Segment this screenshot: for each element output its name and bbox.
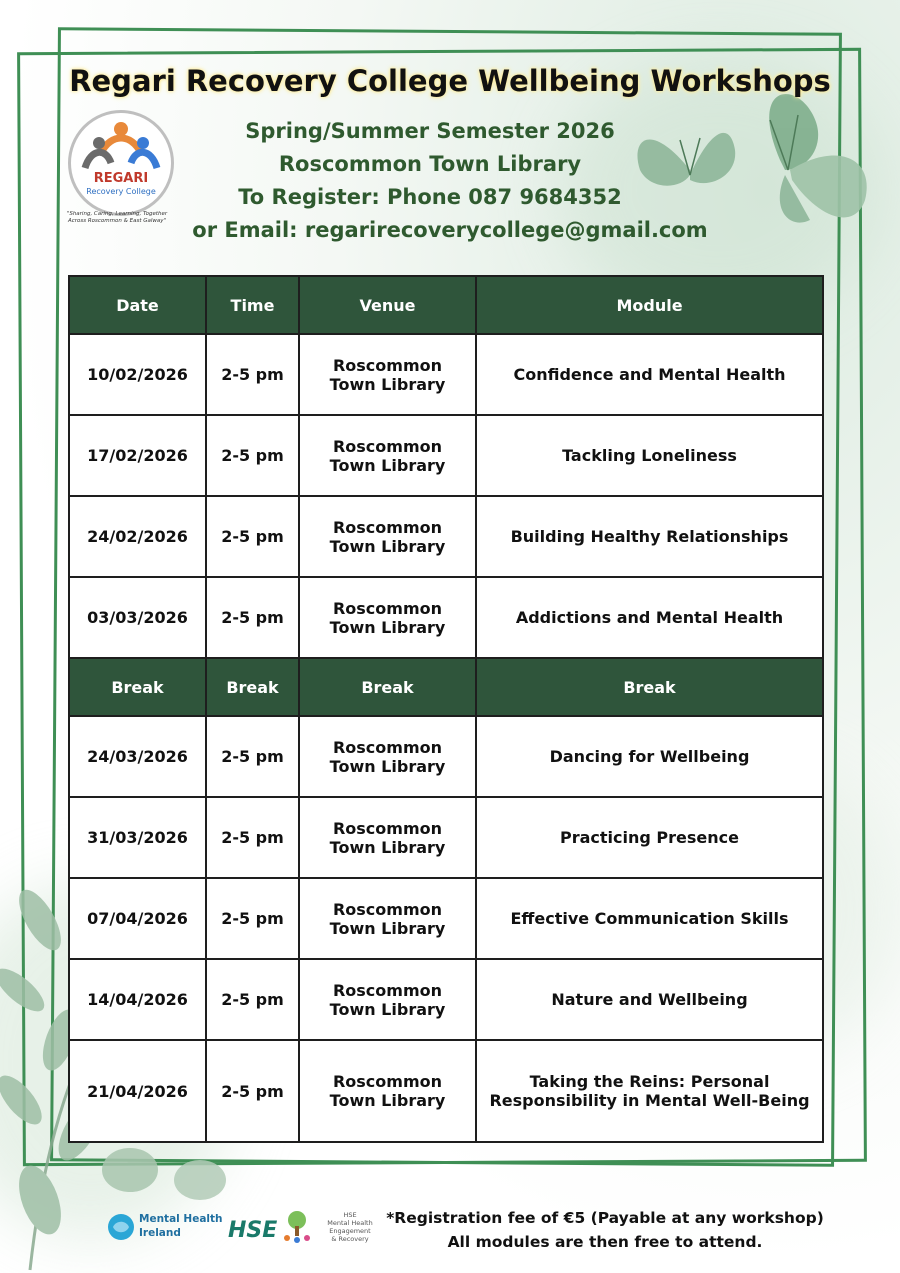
table-row (69, 797, 823, 878)
cell-venue (299, 878, 476, 959)
cell-venue (299, 797, 476, 878)
cell-time: 2-5 pm (206, 959, 299, 1040)
hse-mh-text-2: Mental Health (327, 1219, 373, 1227)
venue-line-2: Town Library (329, 617, 446, 637)
table-row (69, 959, 823, 1040)
mhi-swirl-icon (106, 1212, 136, 1242)
venue-line: Roscommon Town Library (278, 152, 582, 176)
table-row (69, 415, 823, 496)
cell-time: 2-5 pm (206, 797, 299, 878)
cell-date: 31/03/2026 (69, 797, 206, 878)
cell-time: 2-5 pm (206, 334, 299, 415)
table-row (69, 334, 823, 415)
venue-line-1: Roscommon (332, 737, 443, 757)
venue-line-1: Roscommon (332, 517, 443, 537)
venue-line-2: Town Library (329, 1091, 446, 1110)
venue-line-2: Town Library (329, 837, 446, 857)
header-venue: Venue (299, 276, 476, 334)
cell-date: 10/02/2026 (69, 334, 206, 415)
table-row (69, 577, 823, 658)
cell-venue (299, 1040, 476, 1142)
table-row (69, 496, 823, 577)
venue-line-1: Roscommon (332, 980, 443, 1000)
cell-venue (299, 716, 476, 797)
table-header-row (69, 276, 823, 334)
free-line: All modules are then free to attend. (447, 1233, 763, 1251)
cell-time: 2-5 pm (206, 496, 299, 577)
cell-date: 14/04/2026 (69, 959, 206, 1040)
break-cell: Break (69, 658, 206, 716)
module-line-2: Responsibility in Mental Well-Being (489, 1091, 810, 1110)
cell-time: 2-5 pm (206, 577, 299, 658)
page-title: Regari Recovery College Wellbeing Workshops (69, 64, 831, 98)
logo-tagline: "Sharing, Caring, Learning, Together Across Roscommon & East Galway" (66, 211, 168, 224)
cell-time: 2-5 pm (206, 1040, 299, 1142)
semester-line: Spring/Summer Semester 2026 (245, 119, 615, 143)
module-line-1: Taking the Reins: Personal (529, 1072, 770, 1091)
cell-date: 24/03/2026 (69, 716, 206, 797)
venue-line-2: Town Library (329, 918, 446, 938)
tree-people-icon (280, 1210, 314, 1248)
schedule-table (68, 275, 824, 1143)
cell-time: 2-5 pm (206, 878, 299, 959)
cell-venue (299, 415, 476, 496)
cell-date: 21/04/2026 (69, 1040, 206, 1142)
cell-date: 24/02/2026 (69, 496, 206, 577)
venue-line-1: Roscommon (332, 1072, 443, 1091)
cell-module: Nature and Wellbeing (476, 959, 823, 1040)
fee-line: *Registration fee of €5 (Payable at any workshop) (386, 1209, 824, 1227)
hse-mh-text-3: Engagement (329, 1227, 371, 1235)
cell-venue (299, 577, 476, 658)
break-row (69, 658, 823, 716)
cell-venue (299, 334, 476, 415)
table-row (69, 716, 823, 797)
hse-mental-health-logo (280, 1210, 385, 1250)
cell-module: Addictions and Mental Health (476, 577, 823, 658)
cell-date: 03/03/2026 (69, 577, 206, 658)
logo-sub: Recovery College (86, 187, 156, 196)
registration-note (385, 1206, 825, 1254)
hse-logo: HSE (228, 1218, 278, 1243)
header-time: Time (206, 276, 299, 334)
cell-module: Confidence and Mental Health (476, 334, 823, 415)
logo-name: REGARI (93, 171, 149, 186)
cell-module: Tackling Loneliness (476, 415, 823, 496)
break-cell: Break (299, 658, 476, 716)
venue-line-1: Roscommon (332, 818, 443, 838)
hse-mh-text-4: & Recovery (331, 1235, 369, 1243)
break-cell: Break (476, 658, 823, 716)
cell-venue (299, 959, 476, 1040)
break-cell: Break (206, 658, 299, 716)
cell-module: Dancing for Wellbeing (476, 716, 823, 797)
cell-venue (299, 496, 476, 577)
header-date: Date (69, 276, 206, 334)
cell-date: 07/04/2026 (69, 878, 206, 959)
venue-line-2: Town Library (329, 536, 446, 556)
header-module: Module (476, 276, 823, 334)
venue-line-2: Town Library (329, 756, 446, 776)
venue-line-1: Roscommon (332, 355, 443, 375)
phone-line: To Register: Phone 087 9684352 (238, 185, 622, 209)
cell-module: Practicing Presence (476, 797, 823, 878)
venue-line-1: Roscommon (332, 436, 443, 456)
cell-module (476, 1040, 823, 1142)
mhi-text-2: Ireland (139, 1227, 181, 1239)
venue-line-1: Roscommon (332, 899, 443, 919)
venue-line-2: Town Library (329, 999, 446, 1019)
mental-health-ireland-logo (106, 1210, 223, 1244)
hse-mh-text-1: HSE (343, 1211, 357, 1219)
cell-module: Effective Communication Skills (476, 878, 823, 959)
cell-date: 17/02/2026 (69, 415, 206, 496)
cell-module: Building Healthy Relationships (476, 496, 823, 577)
table-row (69, 878, 823, 959)
venue-line-2: Town Library (329, 374, 446, 394)
cell-time: 2-5 pm (206, 415, 299, 496)
venue-line-1: Roscommon (332, 598, 443, 618)
email-line: or Email: regarirecoverycollege@gmail.com (192, 218, 708, 242)
table-row (69, 1040, 823, 1142)
mhi-text-1: Mental Health (139, 1213, 223, 1225)
cell-time: 2-5 pm (206, 716, 299, 797)
venue-line-2: Town Library (329, 455, 446, 475)
